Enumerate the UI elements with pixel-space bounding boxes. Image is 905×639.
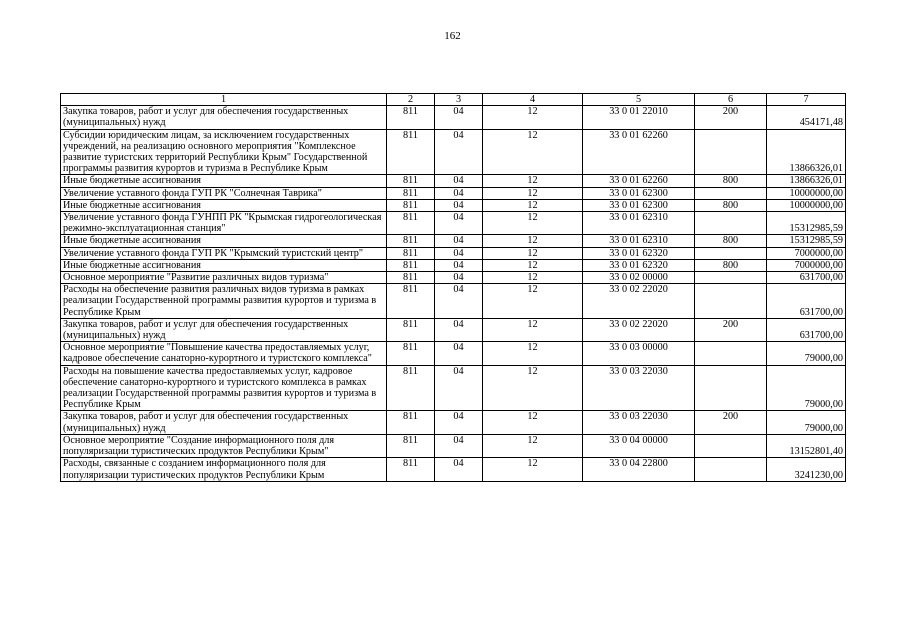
- expense-type-code-cell: 800: [695, 235, 767, 247]
- department-code-cell: 811: [387, 212, 435, 235]
- subsection-code-cell: 12: [483, 411, 583, 434]
- table-body: [61, 106, 846, 482]
- amount-cell: 15312985,59: [767, 235, 846, 247]
- section-code-cell: 04: [435, 175, 483, 187]
- department-code-cell: 811: [387, 411, 435, 434]
- column-header: 1: [61, 94, 387, 106]
- table-row: [61, 342, 846, 365]
- department-code-cell: 811: [387, 106, 435, 129]
- table-row: [61, 212, 846, 235]
- section-code-cell: 04: [435, 212, 483, 235]
- expense-type-code-cell: 800: [695, 199, 767, 211]
- department-code-cell: 811: [387, 272, 435, 284]
- expense-type-code-cell: 200: [695, 318, 767, 341]
- subsection-code-cell: 12: [483, 247, 583, 259]
- item-name-cell: Основное мероприятие "Развитие различных видов туризма": [61, 272, 387, 284]
- subsection-code-cell: 12: [483, 129, 583, 175]
- department-code-cell: 811: [387, 259, 435, 271]
- target-article-code-cell: 33 0 04 00000: [583, 434, 695, 457]
- subsection-code-cell: 12: [483, 187, 583, 199]
- table-row: [61, 365, 846, 411]
- target-article-code-cell: 33 0 01 62260: [583, 129, 695, 175]
- table-row: [61, 434, 846, 457]
- section-code-cell: 04: [435, 235, 483, 247]
- amount-cell: 7000000,00: [767, 259, 846, 271]
- subsection-code-cell: 12: [483, 235, 583, 247]
- section-code-cell: 04: [435, 318, 483, 341]
- item-name-cell: Увеличение уставного фонда ГУНПП РК "Крымская гидрогеологическая режимно-эксплуатационная станция": [61, 212, 387, 235]
- section-code-cell: 04: [435, 365, 483, 411]
- section-code-cell: 04: [435, 284, 483, 319]
- department-code-cell: 811: [387, 129, 435, 175]
- subsection-code-cell: 12: [483, 199, 583, 211]
- item-name-cell: Иные бюджетные ассигнования: [61, 175, 387, 187]
- target-article-code-cell: 33 0 02 22020: [583, 284, 695, 319]
- budget-table: [60, 93, 846, 482]
- table-row: [61, 175, 846, 187]
- target-article-code-cell: 33 0 04 22800: [583, 458, 695, 481]
- amount-cell: 13152801,40: [767, 434, 846, 457]
- subsection-code-cell: 12: [483, 434, 583, 457]
- expense-type-code-cell: [695, 458, 767, 481]
- item-name-cell: Иные бюджетные ассигнования: [61, 199, 387, 211]
- amount-cell: 7000000,00: [767, 247, 846, 259]
- section-code-cell: 04: [435, 129, 483, 175]
- table-row: [61, 187, 846, 199]
- table-row: [61, 235, 846, 247]
- table-row: [61, 129, 846, 175]
- subsection-code-cell: 12: [483, 175, 583, 187]
- item-name-cell: Иные бюджетные ассигнования: [61, 259, 387, 271]
- item-name-cell: Расходы на повышение качества предоставляемых услуг, кадровое обеспечение санаторно-курортного и туристского комплекса в рамках реализации Государственной программы развития курортов и туризма в Республике Крым: [61, 365, 387, 411]
- department-code-cell: 811: [387, 235, 435, 247]
- table-row: [61, 106, 846, 129]
- section-code-cell: 04: [435, 199, 483, 211]
- target-article-code-cell: 33 0 01 62260: [583, 175, 695, 187]
- section-code-cell: 04: [435, 272, 483, 284]
- item-name-cell: Закупка товаров, работ и услуг для обеспечения государственных (муниципальных) нужд: [61, 411, 387, 434]
- department-code-cell: 811: [387, 365, 435, 411]
- subsection-code-cell: 12: [483, 318, 583, 341]
- target-article-code-cell: 33 0 01 62310: [583, 212, 695, 235]
- target-article-code-cell: 33 0 01 62300: [583, 199, 695, 211]
- section-code-cell: 04: [435, 106, 483, 129]
- department-code-cell: 811: [387, 187, 435, 199]
- expense-type-code-cell: [695, 342, 767, 365]
- section-code-cell: 04: [435, 259, 483, 271]
- expense-type-code-cell: [695, 272, 767, 284]
- department-code-cell: 811: [387, 342, 435, 365]
- department-code-cell: 811: [387, 458, 435, 481]
- amount-cell: 631700,00: [767, 318, 846, 341]
- expense-type-code-cell: 800: [695, 175, 767, 187]
- section-code-cell: 04: [435, 411, 483, 434]
- item-name-cell: Основное мероприятие "Повышение качества предоставляемых услуг, кадровое обеспечение санаторно-курортного и туристского комплекса": [61, 342, 387, 365]
- target-article-code-cell: 33 0 01 22010: [583, 106, 695, 129]
- target-article-code-cell: 33 0 01 62320: [583, 247, 695, 259]
- table-row: [61, 199, 846, 211]
- page-number: 162: [444, 30, 461, 42]
- table-row: [61, 411, 846, 434]
- target-article-code-cell: 33 0 02 00000: [583, 272, 695, 284]
- item-name-cell: Расходы на обеспечение развития различных видов туризма в рамках реализации Государственной программы развития курортов и туризма в Республике Крым: [61, 284, 387, 319]
- subsection-code-cell: 12: [483, 272, 583, 284]
- table-row: [61, 284, 846, 319]
- target-article-code-cell: 33 0 01 62310: [583, 235, 695, 247]
- column-header: 5: [583, 94, 695, 106]
- amount-cell: 454171,48: [767, 106, 846, 129]
- item-name-cell: Увеличение уставного фонда ГУП РК "Солнечная Таврика": [61, 187, 387, 199]
- amount-cell: 13866326,01: [767, 175, 846, 187]
- amount-cell: 631700,00: [767, 272, 846, 284]
- expense-type-code-cell: [695, 187, 767, 199]
- amount-cell: 631700,00: [767, 284, 846, 319]
- item-name-cell: Субсидии юридическим лицам, за исключением государственных учреждений, на реализацию основного мероприятия "Комплексное развитие туристских территорий Республики Крым" Государственной программы развития курортов и туризма в Республике Крым: [61, 129, 387, 175]
- column-header: 4: [483, 94, 583, 106]
- table-row: [61, 318, 846, 341]
- column-header: 6: [695, 94, 767, 106]
- table-row: [61, 247, 846, 259]
- table-row: [61, 458, 846, 481]
- amount-cell: 10000000,00: [767, 187, 846, 199]
- column-header: 2: [387, 94, 435, 106]
- subsection-code-cell: 12: [483, 259, 583, 271]
- section-code-cell: 04: [435, 187, 483, 199]
- item-name-cell: Иные бюджетные ассигнования: [61, 235, 387, 247]
- amount-cell: 3241230,00: [767, 458, 846, 481]
- subsection-code-cell: 12: [483, 458, 583, 481]
- target-article-code-cell: 33 0 03 22030: [583, 411, 695, 434]
- section-code-cell: 04: [435, 342, 483, 365]
- department-code-cell: 811: [387, 175, 435, 187]
- item-name-cell: Основное мероприятие "Создание информационного поля для популяризации туристических продуктов Республики Крым": [61, 434, 387, 457]
- item-name-cell: Закупка товаров, работ и услуг для обеспечения государственных (муниципальных) нужд: [61, 106, 387, 129]
- expense-type-code-cell: [695, 284, 767, 319]
- expense-type-code-cell: [695, 365, 767, 411]
- subsection-code-cell: 12: [483, 284, 583, 319]
- target-article-code-cell: 33 0 01 62300: [583, 187, 695, 199]
- item-name-cell: Расходы, связанные с созданием информационного поля для популяризации туристических продуктов Республики Крым: [61, 458, 387, 481]
- item-name-cell: Увеличение уставного фонда ГУП РК "Крымский туристский центр": [61, 247, 387, 259]
- subsection-code-cell: 12: [483, 342, 583, 365]
- section-code-cell: 04: [435, 434, 483, 457]
- table-row: [61, 259, 846, 271]
- target-article-code-cell: 33 0 01 62320: [583, 259, 695, 271]
- department-code-cell: 811: [387, 284, 435, 319]
- expense-type-code-cell: [695, 434, 767, 457]
- expense-type-code-cell: [695, 212, 767, 235]
- amount-cell: 10000000,00: [767, 199, 846, 211]
- column-header: 7: [767, 94, 846, 106]
- expense-type-code-cell: [695, 129, 767, 175]
- department-code-cell: 811: [387, 434, 435, 457]
- subsection-code-cell: 12: [483, 212, 583, 235]
- item-name-cell: Закупка товаров, работ и услуг для обеспечения государственных (муниципальных) нужд: [61, 318, 387, 341]
- expense-type-code-cell: [695, 247, 767, 259]
- table-row: [61, 272, 846, 284]
- section-code-cell: 04: [435, 247, 483, 259]
- expense-type-code-cell: 200: [695, 106, 767, 129]
- expense-type-code-cell: 200: [695, 411, 767, 434]
- amount-cell: 79000,00: [767, 365, 846, 411]
- header-row: [61, 94, 846, 106]
- amount-cell: 79000,00: [767, 411, 846, 434]
- target-article-code-cell: 33 0 02 22020: [583, 318, 695, 341]
- department-code-cell: 811: [387, 199, 435, 211]
- department-code-cell: 811: [387, 318, 435, 341]
- target-article-code-cell: 33 0 03 22030: [583, 365, 695, 411]
- column-header: 3: [435, 94, 483, 106]
- subsection-code-cell: 12: [483, 106, 583, 129]
- amount-cell: 15312985,59: [767, 212, 846, 235]
- section-code-cell: 04: [435, 458, 483, 481]
- amount-cell: 13866326,01: [767, 129, 846, 175]
- subsection-code-cell: 12: [483, 365, 583, 411]
- target-article-code-cell: 33 0 03 00000: [583, 342, 695, 365]
- expense-type-code-cell: 800: [695, 259, 767, 271]
- amount-cell: 79000,00: [767, 342, 846, 365]
- department-code-cell: 811: [387, 247, 435, 259]
